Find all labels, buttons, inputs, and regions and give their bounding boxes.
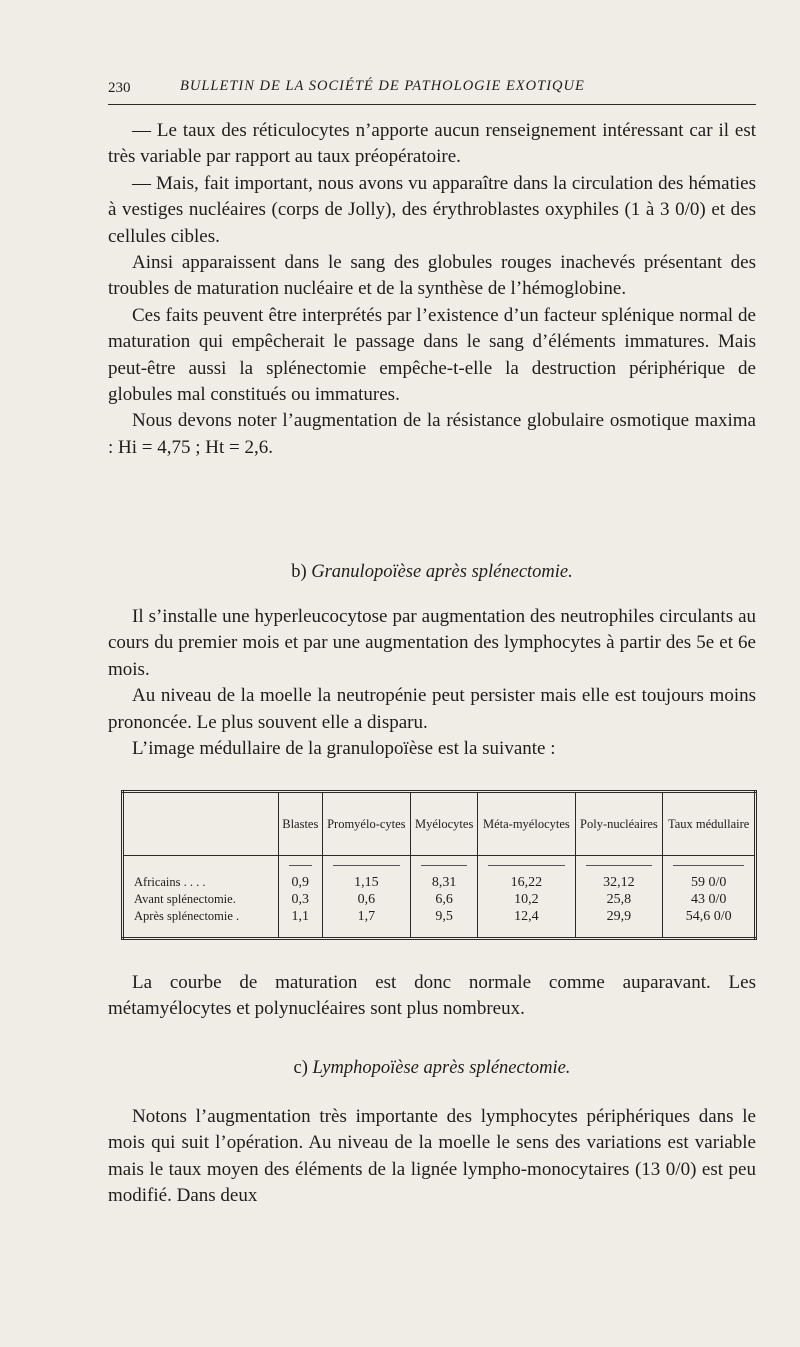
table-cell: 6,6 [411, 891, 478, 908]
table-cell: 0,6 [322, 891, 411, 908]
table-row [123, 891, 756, 908]
table-header-cell [123, 792, 279, 856]
paragraph: Notons l’augmentation très importante des lymphocytes périphériques dans le mois qui suit l’opération. Au niveau de la moelle le sens des variations est variable mais le taux moyen des éléments de la lignée lympho-monocytaires (13 0/0) est peu modifié. Dans deux [108, 1106, 756, 1207]
table-cell: 54,6 0/0 [663, 908, 756, 939]
table-cell: 1,15 [322, 874, 411, 891]
section-c-heading [108, 1058, 756, 1079]
section-b-heading [108, 562, 756, 583]
paragraph: — Mais, fait important, nous avons vu apparaître dans la circulation des hématies à vestiges nucléaires (corps de Jolly), des érythroblastes oxyphiles (1 à 3 0/0) et des cellules cibles. [108, 172, 756, 247]
table-cell: 1,7 [322, 908, 411, 939]
paragraph: — Le taux des réticulocytes n’apporte aucun renseignement intéressant car il est très variable par rapport au taux préopératoire. [108, 120, 756, 168]
table-header-cell: Promyélo-cytes [322, 792, 411, 856]
section-b-label: b) [291, 562, 307, 582]
table-cell: 12,4 [478, 908, 575, 939]
table-row [123, 874, 756, 891]
granulopoiesis-table [121, 790, 757, 940]
table-cell: Africains . . . . [134, 875, 206, 889]
section-b-text [108, 604, 756, 762]
table-cell: 9,5 [411, 908, 478, 939]
paragraph: Au niveau de la moelle la neutropénie peut persister mais elle est toujours moins prononcée. Le plus souvent elle a disparu. [108, 685, 756, 733]
table-header-cell: Blastes [279, 792, 323, 856]
table-cell: 43 0/0 [663, 891, 756, 908]
table-cell: 29,9 [575, 908, 663, 939]
table-cell: Après splénectomie . [134, 909, 240, 923]
table-header-cell: Taux médullaire [663, 792, 756, 856]
journal-title: BULLETIN DE LA SOCIÉTÉ DE PATHOLOGIE EXOTIQUE [180, 78, 585, 94]
page-number: 230 [108, 80, 131, 96]
table-cell: 8,31 [411, 874, 478, 891]
section-c-title: Lymphopoïèse après splénectomie. [312, 1058, 571, 1078]
paragraph: L’image médullaire de la granulopoïèse est la suivante : [132, 738, 556, 760]
paragraph: La courbe de maturation est donc normale comme auparavant. Les métamyélocytes et polynucléaires sont plus nombreux. [108, 972, 756, 1020]
table-cell: 0,9 [279, 874, 323, 891]
table-cell: 32,12 [575, 874, 663, 891]
table-cell: 16,22 [478, 874, 575, 891]
table-row [123, 908, 756, 939]
paragraph: Ainsi apparaissent dans le sang des globules rouges inachevés présentant des troubles de maturation nucléaire et de la synthèse de l’hémoglobine. [108, 252, 756, 300]
running-header [108, 74, 756, 105]
table-spacer-row [123, 856, 756, 875]
table-cell: 25,8 [575, 891, 663, 908]
table-cell: 1,1 [279, 908, 323, 939]
table-header-cell: Myélocytes [411, 792, 478, 856]
table-cell: 59 0/0 [663, 874, 756, 891]
paragraph: Ces faits peuvent être interprétés par l’existence d’un facteur splénique normal de maturation qui empêcherait le passage dans le sang d’éléments immatures. Mais peut-être aussi la splénectomie empêche-t-elle la destruction périphérique de globules mal constitués ou immatures. [108, 304, 756, 406]
table-cell: 0,3 [279, 891, 323, 908]
table-header-cell: Poly-nucléaires [575, 792, 663, 856]
table-cell: Avant splénectomie. [134, 892, 236, 906]
section-b-title: Granulopoïèse après splénectomie. [311, 562, 573, 582]
paragraph: Nous devons noter l’augmentation de la résistance globulaire osmotique maxima : Hi = 4,75 ; Ht = 2,6. [108, 410, 756, 458]
section-c-label: c) [293, 1058, 308, 1078]
paragraph: Il s’installe une hyperleucocytose par augmentation des neutrophiles circulants au cours du premier mois et par une augmentation des lymphocytes à partir des 5e et 6e mois. [108, 606, 756, 680]
table-cell: 10,2 [478, 891, 575, 908]
table-header-row [123, 792, 756, 856]
section-1-text [108, 118, 756, 461]
after-table-text [108, 970, 756, 1023]
table-header-cell: Méta-myélocytes [478, 792, 575, 856]
section-c-text [108, 1104, 756, 1210]
